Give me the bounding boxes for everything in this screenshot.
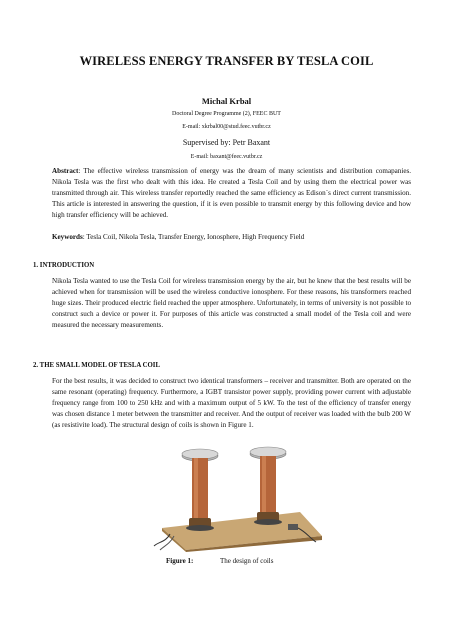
section-text-introduction: Nikola Tesla wanted to use the Tesla Coil for wireless transmission energy by the air, but he knew that the best results will be achieved when for transmission will be used the wireless conductive ionosphere. For these reasons, his transformers reached huge sizes. Their produced electric field reached the upper atmosphere. Unfortunately, in terms of university is not possible to construct such a device or power it. For purposes of this article was constructed a small model of the Tesla coil and were measured the necessary measurements.: [52, 277, 411, 329]
author-email: E-mail: xkrbal00@stud.feec.vutbr.cz: [182, 124, 271, 130]
section-heading-introduction: 1. INTRODUCTION: [33, 262, 95, 269]
author-name: Michal Krbal: [201, 96, 252, 106]
figure-tesla-coils-photo: [140, 446, 330, 552]
author-affiliation: Doctoral Degree Programme (2), FEEC BUT: [172, 111, 281, 117]
keywords-text: : Tesla Coil, Nikola Tesla, Transfer Energy, Ionosphere, High Frequency Field: [82, 233, 305, 241]
keywords-label: Keywords: [52, 233, 83, 241]
section-text-small-model: For the best results, it was decided to construct two identical transformers – receiver and transmitter. Both are operated on the same resonant (operating) frequency. Furthermore, a IGBT transistor power supply, providing power current with adjustable frequency range from 100 to 250 kHz and with a maximum output of 5 kW. To the test of the efficiency of transfer energy was chosen distance 1 meter between the transmitter and receiver. And the output of receiver was loaded with the bulb 200 W (as resistivite load). The structural design of coils is shown in Figure 1.: [52, 377, 411, 429]
paper-title: WIRELESS ENERGY TRANSFER BY TESLA COIL: [79, 54, 374, 68]
abstract-paragraph: [52, 166, 411, 221]
figure-caption: The design of coils: [220, 557, 274, 565]
section-heading-small-model: 2. THE SMALL MODEL OF TESLA COIL: [33, 362, 160, 369]
abstract-text: : The effective wireless transmission of energy was the dream of many scientists and distribution comapanies. Nikola Tesla was the first who dealt with this idea. He created a Tesla Coil and by using them the electrical power was transmitted through air. This wireless transfer reportedly reached the same efficiency as Edison´s direct current transmission. This article is interested in answering the question, if it is even possible to transmit energy by this following device and how high transfer efficiency will be achieved.: [52, 167, 411, 219]
abstract-label: Abstract: [52, 167, 79, 175]
keywords-paragraph: [52, 232, 411, 243]
supervisor-email: E-mail: baxant@feec.vutbr.cz: [190, 154, 263, 160]
figure-label: Figure 1:: [166, 557, 194, 565]
supervisor-name: Supervised by: Petr Baxant: [182, 138, 271, 147]
